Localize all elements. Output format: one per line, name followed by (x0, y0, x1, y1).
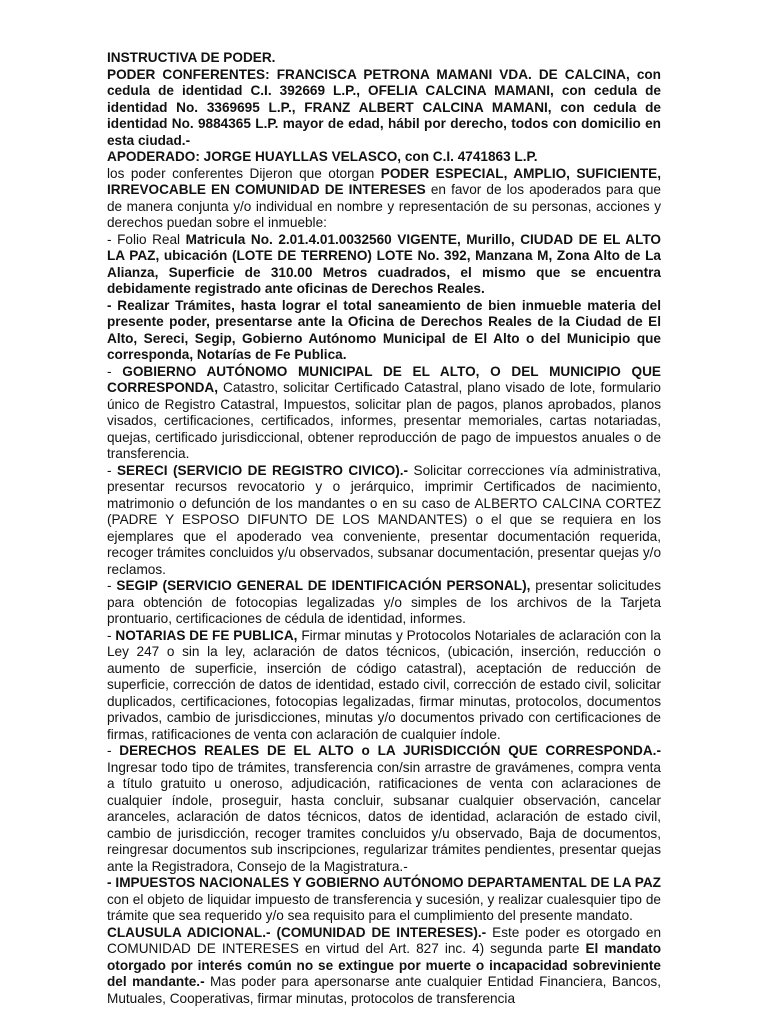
document-paragraph (107, 166, 661, 232)
text: Catastro, solicitar Certificado Catastral, plano visado de lote, formulario único de Registro Catastral, Impuestos, solicitar plan de pagos, planos aprobados, planos visados, certificaciones, certificados, informes, presentar memoriales, cartas notariadas, quejas, certificado jurisdiccional, obtener reproducción de pago de impuestos anuales o de transferencia. (107, 380, 661, 461)
document-paragraph (107, 925, 661, 1008)
bold-text: APODERADO: JORGE HUAYLLAS VELASCO, con C.I. 4741863 L.P. (107, 149, 538, 164)
text: - (107, 743, 120, 758)
bold-text: El mandato otorgado por interés común no se extingue por muerte o incapacidad sobreviniente del mandante.- (107, 941, 662, 989)
document-paragraph (107, 875, 661, 925)
bold-text: SEGIP (SERVICIO GENERAL DE IDENTIFICACIÓN PERSONAL), (116, 578, 531, 593)
bold-text: PODER CONFERENTES: FRANCISCA PETRONA MAMANI VDA. DE CALCINA, con cedula de identidad C.I. 392669 L.P., OFELIA CALCINA MAMANI, con cedula de identidad No. 3369695 L.P., FRANZ ALBERT CALCINA MAMANI, con cedula de identidad No. 9884365 L.P. mayor de edad, hábil por derecho, todos con domicilio en esta ciudad.- (107, 66, 661, 148)
text: Mas poder para apersonarse ante cualquier Entidad Financiera, Bancos, Mutuales, Cooperativas, firmar minutas, protocolos de transferencia (107, 974, 661, 1006)
document-paragraph (107, 67, 661, 150)
text: los poder conferentes Dijeron que otorgan (107, 165, 381, 181)
document-paragraph (107, 463, 661, 579)
text: Solicitar correcciones vía administrativa, presentar recursos revocatorio y o jerárquico, imprimir Certificados de nacimiento, matrimonio o defunción de los mandantes o en su caso de ALBERTO CALCINA CORTEZ (PADRE Y ESPOSO DIFUNTO DE LOS MANDANTES) o el que se requiera en los ejemplares que el apoderado vea conveniente, presentar documentación requerida, recoger trámites concluidos y/u observados, subsanar documentación, presentar quejas y/o reclamos. (107, 462, 661, 577)
bold-text: Matricula No. 2.01.4.01.0032560 VIGENTE, Murillo, CIUDAD DE EL ALTO LA PAZ, ubicación (LOTE DE TERRENO) LOTE No. 392, Manzana M, Zona Alto de La Alianza, Superficie de 310.00 Metros cuadrados, el mismo que se encuentra debidamente registrado ante oficinas de Derechos Reales. (107, 231, 661, 296)
document-paragraph (107, 232, 661, 298)
text: presentar solicitudes para obtención de fotocopias legalizadas y/o simples de los archivos de la Tarjeta prontuario, certificaciones de cédula de identidad, informes. (107, 578, 662, 626)
bold-text: PODER ESPECIAL, AMPLIO, SUFICIENTE, IRREVOCABLE EN COMUNIDAD DE INTERESES (107, 165, 661, 197)
document-title: INSTRUCTIVA DE PODER. (107, 50, 276, 65)
bold-text: DERECHOS REALES DE EL ALTO o LA JURISDICCIÓN QUE CORRESPONDA.- (119, 743, 661, 758)
document-page (107, 50, 661, 1007)
bold-text: GOBIERNO AUTÓNOMO MUNICIPAL DE EL ALTO, O DEL MUNICIPIO QUE CORRESPONDA, (107, 363, 661, 395)
text: Este poder es otorgado en COMUNIDAD DE INTERESES en virtud del Art. 827 inc. 4) segunda parte (107, 924, 662, 956)
bold-text: - IMPUESTOS NACIONALES Y GOBIERNO AUTÓNOMO DEPARTAMENTAL DE LA PAZ (107, 875, 661, 890)
text: en favor de los apoderados para que de manera conjunta y/o individual en nombre y representación de su personas, acciones y derechos puedan sobre el inmueble: (107, 182, 661, 230)
document-paragraph (107, 743, 661, 875)
document-paragraph (107, 149, 661, 166)
text: Firmar minutas y Protocolos Notariales de aclaración con la Ley 247 o sin la ley, aclaración de datos técnicos, (ubicación, inserción, reducción o aumento de superficie, inserción de código catastral), aceptación de reducción de superficie, corrección de datos de identidad, estado civil, corrección de estado civil, solicitar duplicados, certificaciones, fotocopias legalizadas, firmar minutas, protocolos, documentos privados, cambio de jurisdicciones, minutas y/o documentos privado con certificaciones de firmas, ratificaciones de venta con aclaración de cualquier índole. (107, 627, 661, 742)
text: con el objeto de liquidar impuesto de transferencia y sucesión, y realizar cualesquier tipo de trámite que sea requerido y/o sea requisito para el cumplimiento del presente mandato. (107, 891, 661, 923)
bold-text: NOTARIAS DE FE PUBLICA, (115, 627, 298, 643)
bold-text: - Realizar Trámites, hasta lograr el total saneamiento de bien inmueble materia del presente poder, presentarse ante la Oficina de Derechos Reales de la Ciudad de El Alto, Sereci, Segip, Gobierno Autónomo Municipal de El Alto o del Municipio que corresponda, Notarías de Fe Publica. (107, 297, 661, 362)
document-paragraph (107, 364, 661, 463)
bold-text: SERECI (SERVICIO DE REGISTRO CIVICO).- (116, 462, 409, 478)
text: - (107, 627, 116, 643)
bold-text: CLAUSULA ADICIONAL.- (COMUNIDAD DE INTERESES).- (107, 924, 487, 940)
document-paragraph (107, 628, 661, 744)
document-paragraph (107, 298, 661, 364)
text: - Folio Real (107, 231, 186, 247)
text: - (107, 578, 117, 593)
text: Ingresar todo tipo de trámites, transferencia con/sin arrastre de gravámenes, compra venta a título gratuito u oneroso, adjudicación, ratificaciones de venta con aclaraciones de cualquier índole, proseguir, hasta concluir, subsanar cualquier observación, cancelar aranceles, aclaración de datos técnicos, datos de identidad, aclaración de estado civil, cambio de jurisdicción, recoger tramites concluidos y/u observado, Baja de documentos, reingresar documentos sub inscripciones, regularizar trámites pendientes, presentar quejas ante la Registradora, Consejo de la Magistratura.- (107, 759, 661, 874)
text: - (107, 363, 123, 379)
document-paragraph (107, 578, 661, 628)
document-body (107, 67, 661, 1008)
text: - (107, 462, 117, 478)
